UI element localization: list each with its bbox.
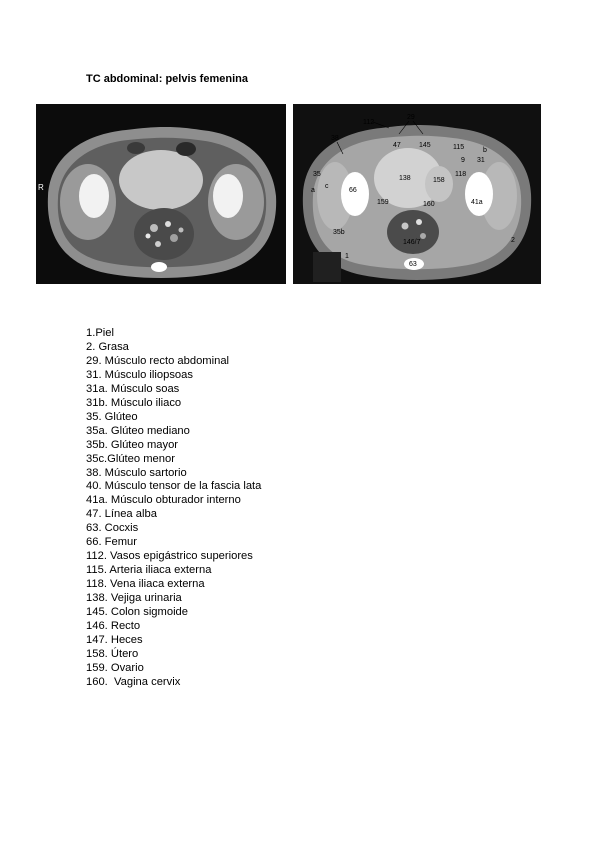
legend-item: 158. Útero: [86, 647, 139, 660]
label-47: 47: [393, 142, 401, 149]
legend-item: 2. Grasa: [86, 340, 129, 353]
label-38: 38: [331, 135, 339, 142]
legend-item: 41a. Músculo obturador interno: [86, 494, 241, 507]
label-63: 63: [409, 261, 417, 268]
label-35b: 35b: [333, 229, 345, 236]
legend-item: 29. Músculo recto abdominal: [86, 354, 230, 367]
label-66: 66: [349, 187, 357, 194]
label-9: 9: [461, 157, 465, 164]
label-112: 112: [363, 119, 375, 126]
side-marker: R: [38, 183, 44, 192]
label-b: b: [483, 147, 487, 154]
label-145: 145: [419, 142, 431, 149]
legend-item: 1.Piel: [86, 327, 114, 339]
legend-item: 31b. Músculo iliaco: [86, 396, 182, 409]
legend-item: 38. Músculo sartorio: [86, 466, 187, 479]
legend-item: 31. Músculo iliopsoas: [86, 368, 193, 381]
legend-item: 63. Cocxis: [86, 522, 139, 535]
label-158: 158: [433, 177, 445, 184]
label-160: 160: [423, 201, 435, 208]
ct-scan-image-right-labeled: [293, 104, 541, 284]
legend-item: 40. Músculo tensor de la fascia lata: [86, 480, 262, 493]
label-31: 31: [477, 157, 485, 164]
legend-item: 35b. Glúteo mayor: [86, 438, 179, 451]
label-c: c: [325, 183, 329, 190]
legend-item: 115. Arteria iliaca externa: [86, 564, 212, 577]
legend-item: 118. Vena iliaca externa: [86, 578, 205, 591]
legend-item: 112. Vasos epigástrico superiores: [86, 550, 253, 563]
legend-item: 160. Vagina cervix: [86, 675, 181, 688]
legend-item: 35c.Glúteo menor: [86, 452, 175, 465]
label-35: 35: [313, 171, 321, 178]
legend-item: 66. Femur: [86, 536, 137, 549]
label-115: 115: [453, 144, 465, 151]
label-138: 138: [399, 175, 411, 182]
legend-list: [86, 327, 261, 690]
label-2: 2: [511, 237, 515, 244]
legend-item: 31a. Músculo soas: [86, 382, 180, 395]
legend-item: 35. Glúteo: [86, 410, 138, 423]
legend-item: 138. Vejiga urinaria: [86, 592, 182, 605]
label-41a: 41a: [471, 199, 483, 206]
legend-item: 159. Ovario: [86, 661, 144, 674]
label-159: 159: [377, 199, 389, 206]
label-29: 29: [407, 114, 415, 121]
legend-item: 35a. Glúteo mediano: [86, 424, 190, 437]
page-title: TC abdominal: pelvis femenina: [86, 73, 248, 85]
legend-item: 147. Heces: [86, 633, 143, 646]
ct-scan-image-left: [36, 104, 286, 284]
label-118: 118: [455, 171, 467, 178]
label-146-147: 146/7: [403, 239, 421, 246]
label-1: 1: [345, 253, 349, 260]
legend-item: 146. Recto: [86, 620, 141, 633]
legend-item: 145. Colon sigmoide: [86, 606, 188, 619]
legend-item: 47. Línea alba: [86, 508, 157, 521]
label-a: a: [311, 187, 315, 194]
